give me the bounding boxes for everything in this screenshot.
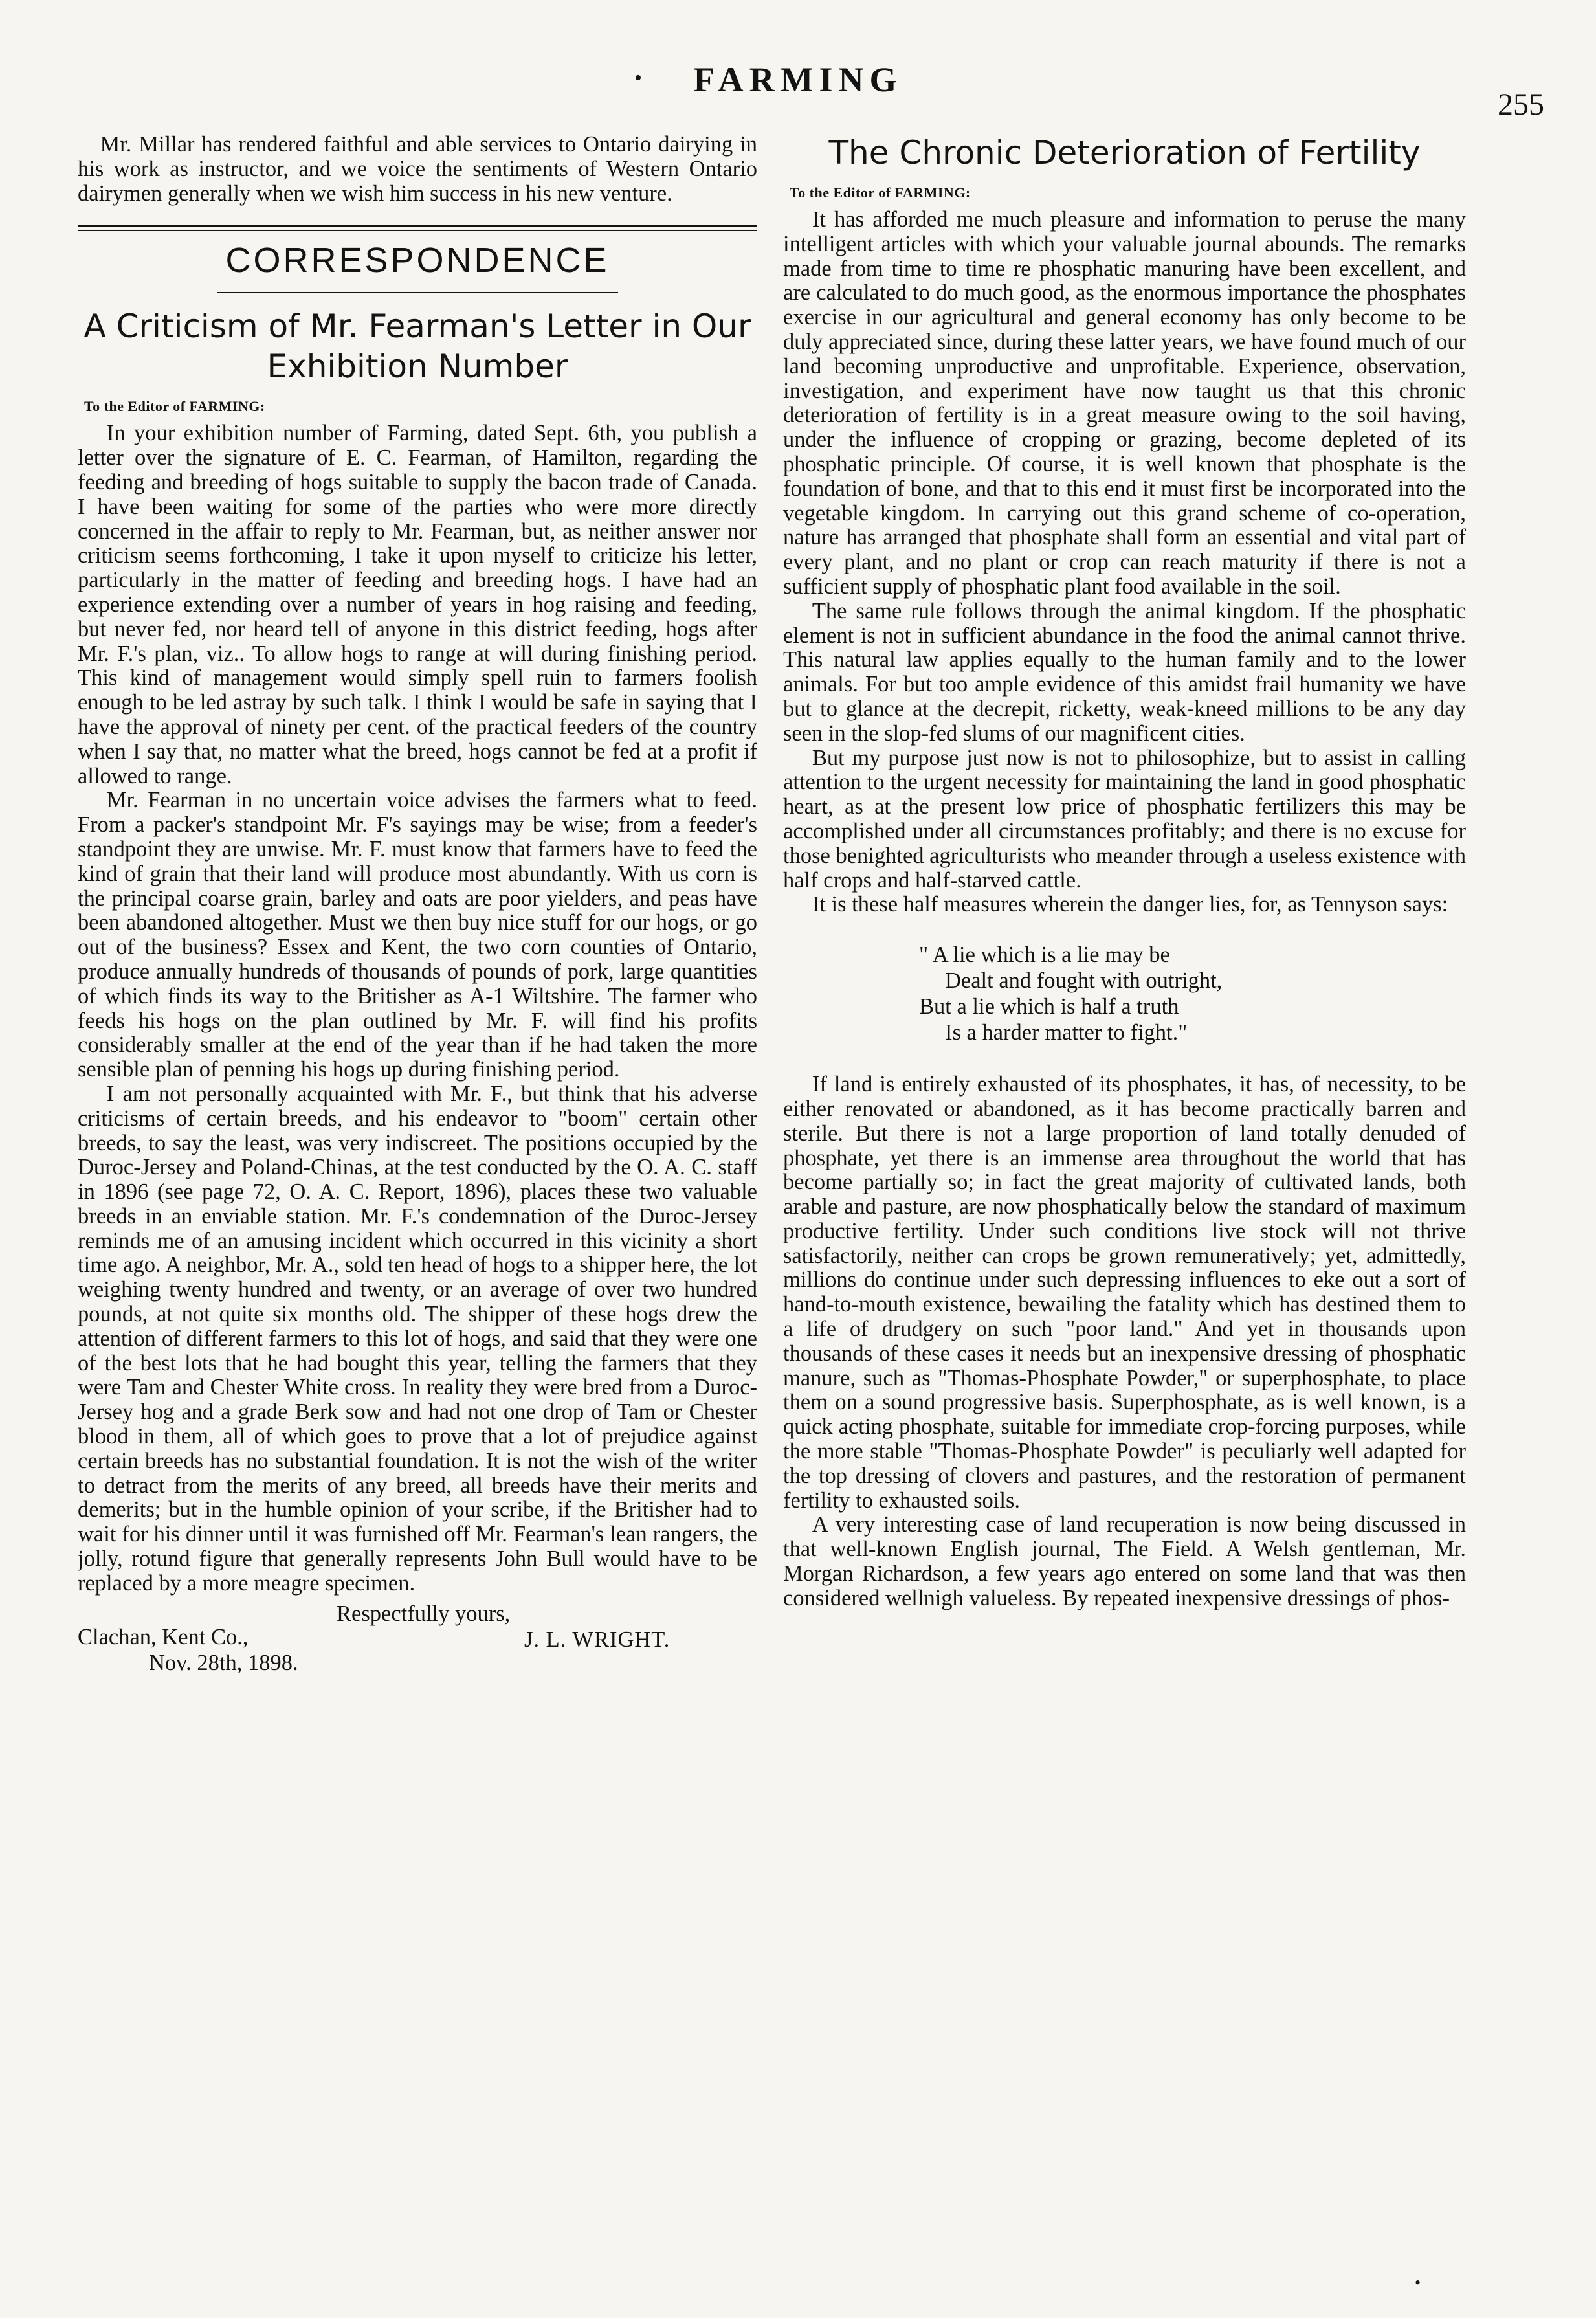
intro-note-text: Mr. Millar has rendered faithful and able services to Ontario dairying in his work as instructor, and we voice the sentiments of Western Ontario dairymen generally when we wish him success in his new venture. xyxy=(78,133,757,206)
letter-paragraph: I am not personally acquainted with Mr. F., but think that his adverse criticisms of certain breeds, and his endeavor to "boom" certain other breeds, to say the least, was very indiscreet. The positions occupied by the Duroc-Jersey and Poland-Chinas, at the test conducted by the O. A. C. staff in 1896 (see page 72, O. A. C. Report, 1896), places these two valuable breeds in an enviable station. Mr. F.'s condemnation of the Duroc-Jersey reminds me of an amusing incident which occurred in this vicinity a short time ago. A neighbor, Mr. A., sold ten head of hogs to a shipper here, the lot weighing twenty hundred and twenty, or an average of over two hundred pounds, at not quite six months old. The shipper of these hogs drew the attention of different farmers to this lot of hogs, and said that they were one of the best lots that he had bought this year, telling the farmers that they were Tam and Chester White cross. In reality they were bred from a Duroc-Jersey hog and a grade Berk sow and had not one drop of Tam or Chester blood in them, all of which goes to prove that a lot of prejudice against certain breeds has no substantial foundation. It is not the wish of the writer to detract from the merits of any breed, all breeds have their merits and demerits; but in the humble opinion of your scribe, if the Britisher had to wait for his dinner until it was furnished off Mr. Fearman's lean rangers, the jolly, rotund figure that generally represents John Bull would have to be replaced by a more meagre specimen. xyxy=(78,1081,757,1596)
intro-note xyxy=(78,133,757,206)
poem-quote xyxy=(919,942,1466,1045)
section-rule xyxy=(78,225,757,231)
article-title: The Chronic Deterioration of Fertility xyxy=(828,134,1421,172)
valediction: Respectfully yours, xyxy=(337,1601,511,1626)
header-bullet: • xyxy=(634,66,642,90)
letter-paragraph: In your exhibition number of Farming, dated Sept. 6th, you publish a letter over the signature of E. C. Fearman, of Hamilton, regarding the feeding and breeding of hogs suitable to supply the bacon trade of Canada. I have been waiting for some of the parties who were more directly concerned in the affair to reply to Mr. Fearman, but, as neither answer nor criticism seems forthcoming, I take it upon myself to criticize his letter, particularly in the matter of feeding and breeding hogs. I have had an experience extending over a number of years in hog raising and feeding, but never fed, nor heard tell of anyone in this district feeding, hogs after Mr. F.'s plan, viz.. To allow hogs to range at will during finishing period. This kind of management would simply spell ruin to farmers foolish enough to be led astray by such talk. I think I would be safe in saying that I have the approval of ninety per cent. of the practical feeders of the country when I say that, no matter what the breed, hogs cannot be fed at a profit if allowed to range. xyxy=(78,421,757,788)
page-number: 255 xyxy=(1498,87,1544,122)
article-paragraph: It is these half measures wherein the danger lies, for, as Tennyson says: xyxy=(812,892,1448,917)
article-paragraph: The same rule follows through the animal kingdom. If the phosphatic element is not in sufficient abundance in the food the animal cannot thrive. This natural law applies equally to the human family and to the lower animals. For but too ample evidence of this amidst frail humanity we have but to glance at the decrepit, ricketty, weak-kneed millions to be any day seen in the slop-fed slums of our magnificent cities. xyxy=(783,598,1466,746)
page-header xyxy=(0,0,1596,123)
left-column xyxy=(78,133,757,2305)
letter-title: A Criticism of Mr. Fearman's Letter in Our Exhibition Number xyxy=(83,307,751,386)
poem-line: Is a harder matter to fight." xyxy=(945,1020,1188,1045)
poem-line: Dealt and fought with outright, xyxy=(945,968,1223,994)
section-underline xyxy=(217,292,618,293)
signature: J. L. WRIGHT. xyxy=(524,1627,671,1652)
article-paragraph: It has afforded me much pleasure and information to peruse the many intelligent articles with which your valuable journal abounds. The remarks made from time to time re phosphatic manuring have been excellent, and are calculated to do much good, as the enormous importance the phosphates exercise in our agricultural and general economy has only become to be duly appreciated since, during these latter years, we have found much of our land becoming unproductive and unprofitable. Experience, observation, investigation, and experiment have now taught us that this chronic deterioration of fertility is in a great measure owing to the soil having, under the influence of cropping or grazing, become depleted of its phosphatic principle. Of course, it is well known that phosphate is the foundation of bone, and that to this end it must first be incorporated into the vegetable kingdom. In carrying out this grand scheme of co-operation, nature has arranged that phosphate shall form an essential and vital part of every plant, and no plant or crop can reach maturity if there is not a sufficient supply of phosphatic plant food available in the soil. xyxy=(783,207,1466,599)
letter-dateline: To the Editor of FARMING: xyxy=(84,398,265,415)
article-paragraph: A very interesting case of land recuperation is now being discussed in that well-known English journal, The Field. A Welsh gentleman, Mr. Morgan Richardson, a few years ago entered on some land that was then considered wellnigh valueless. By repeated inexpensive dressings of phos- xyxy=(783,1512,1466,1610)
article-paragraph: If land is entirely exhausted of its phosphates, it has, of necessity, to be either renovated or abandoned, as it has become practically barren and sterile. But there is not a large proportion of land totally denuded of phosphate, yet there is an immense area throughout the world that has become partially so; in fact the great majority of cultivated lands, both arable and pasture, are now phosphatically below the standard of maximum productive fertility. Under such conditions live stock will not thrive satisfactorily, neither can crops be grown remuneratively; yet, admittedly, millions do continue under such depressing influences to eke out a sort of hand-to-mouth existence, bewailing the fatality which has destined them to a life of drudgery on such "poor land." And yet in thousands upon thousands of these cases it needs but an inexpensive dressing of phosphatic manure, such as "Thomas-Phosphate Powder," or superphosphate, to place them on a sound progressive basis. Superphosphate, as is well known, is a quick acting phosphate, suitable for immediate crop-forcing purposes, while the more stable "Thomas-Phosphate Powder" is peculiarly well adapted for the top dressing of clovers and pastures, and the restoration of permanent fertility to exhausted soils. xyxy=(783,1072,1466,1513)
letter-place: Clachan, Kent Co., xyxy=(78,1624,249,1649)
right-column xyxy=(783,133,1466,2305)
section-heading: CORRESPONDENCE xyxy=(225,241,610,280)
letter-closing xyxy=(78,1596,757,1693)
article-dateline: To the Editor of FARMING: xyxy=(790,184,971,201)
letter-date: Nov. 28th, 1898. xyxy=(149,1650,298,1675)
poem-line: " A lie which is a lie may be xyxy=(919,942,1170,968)
running-title: FARMING xyxy=(693,60,903,99)
article-paragraph: But my purpose just now is not to philosophize, but to assist in calling attention to the urgent necessity for maintaining the land in good phosphatic heart, as at the present low price of phosphatic fertilizers this may be accomplished under all circumstances profitably; and there is no excuse for those benighted agriculturists who meander through a useless existence with half crops and half-starved cattle. xyxy=(783,745,1466,893)
poem-line: But a lie which is half a truth xyxy=(919,994,1179,1020)
footer-mark: • xyxy=(1415,2273,1421,2292)
letter-paragraph: Mr. Fearman in no uncertain voice advises the farmers what to feed. From a packer's standpoint Mr. F's sayings may be wise; from a feeder's standpoint they are unwise. Mr. F. must know that farmers have to feed the kind of grain that their land will produce most abundantly. With us corn is the principal coarse grain, barley and oats are poor yielders, and peas have been abandoned altogether. Must we then buy nice stuff for our hogs, or go out of the business? Essex and Kent, the two corn counties of Ontario, produce annually hundreds of thousands of pounds of pork, large quantities of which finds its way to the Britisher as A-1 Wiltshire. The farmer who feeds his hogs on the plan outlined by Mr. F. will find his profits considerably smaller at the end of the year than if he had taken the more sensible plan of penning his hogs up during finishing period. xyxy=(78,788,757,1082)
